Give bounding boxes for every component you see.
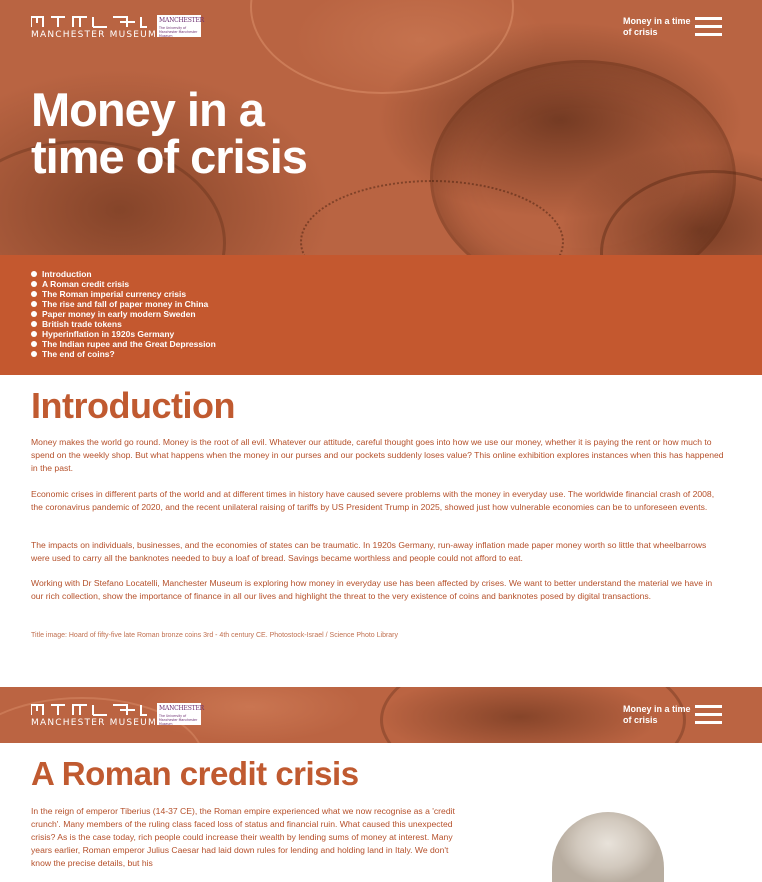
toc-item-label: Introduction [42, 269, 92, 279]
bullet-icon [31, 281, 37, 287]
page-title-line2: time of crisis [31, 130, 307, 183]
hamburger-icon[interactable] [695, 705, 722, 725]
intro-paragraph: Economic crises in different parts of the world and at different times in history have caused severe problems with the money in everyday use. The worldwide financial crash of 2008, the coronavirus pandemic of 2020, and the recent unilateral raising of tariffs by US President Trump in 2025, showed just how vulnerable economies can be to unforeseen events. [31, 489, 715, 512]
image-caption: Title image: Hoard of fifty-five late Roman bronze coins 3rd - 4th century CE. Photostock-Israel / Science Photo Library [31, 632, 399, 639]
roman-paragraph: In the reign of emperor Tiberius (14-37 CE), the Roman empire experienced what we now recognise as a 'credit crunch'. Many members of the ruling class faced loss of status and financial ruin. What caused this unexpected crisis? As is the case today, rich people could increase their wealth by lending sums of money at interest. Many years earlier, Roman emperor Julius Caesar had laid down rules for lending and holding land in Italy. We don't know the precise details, but his [31, 806, 455, 868]
logo-text: MANCHESTER MUSEUM [31, 718, 157, 728]
manchester-museum-logo[interactable] [31, 704, 157, 728]
toc-item-label: The Roman imperial currency crisis [42, 289, 187, 299]
toc-item-roman-imperial-currency[interactable] [31, 289, 216, 299]
site-header [0, 0, 762, 50]
hero-banner [0, 0, 762, 255]
bullet-icon [31, 341, 37, 347]
bullet-icon [31, 271, 37, 277]
bullet-icon [31, 321, 37, 327]
intro-paragraph: The impacts on individuals, businesses, and the economies of states can be traumatic. In 1920s Germany, run-away inflation made paper money worth so little that wheelbarrows were used to carry all the banknotes needed to buy a loaf of bread. Savings became worthless and people could not afford to eat. [31, 540, 707, 563]
toc-item-label: British trade tokens [42, 319, 122, 329]
bullet-icon [31, 311, 37, 317]
nav-site-title[interactable]: Money in a time of crisis [623, 704, 691, 725]
bullet-icon [31, 351, 37, 357]
section-title-roman-credit-crisis: A Roman credit crisis [31, 755, 359, 792]
table-of-contents [0, 255, 762, 375]
page-title [31, 83, 307, 183]
toc-item-roman-credit-crisis[interactable] [31, 279, 216, 289]
university-badge-title: MANCHESTER [159, 17, 204, 24]
university-badge[interactable] [157, 703, 204, 726]
university-badge[interactable] [157, 15, 204, 38]
toc-item-paper-money-china[interactable] [31, 299, 216, 309]
university-badge-subtitle: The University of Manchester Manchester Museum [159, 26, 198, 38]
nav-site-title[interactable]: Money in a time of crisis [623, 16, 691, 37]
university-badge-title: MANCHESTER [159, 705, 204, 712]
toc-item-label: Hyperinflation in 1920s Germany [42, 329, 175, 339]
intro-paragraph: Money makes the world go round. Money is the root of all evil. Whatever our attitude, careful thought goes into how we use our money, whether it is paying the rent or how much to spend on the weekly shop. But what happens when the money in our purses and our pockets suddenly loses value? This online exhibition explores instances when this has happened in the past. [31, 437, 724, 473]
toc-item-paper-money-sweden[interactable] [31, 309, 216, 319]
museum-logo-icon [31, 704, 147, 716]
logo-text: MANCHESTER MUSEUM [31, 30, 157, 40]
bullet-icon [31, 331, 37, 337]
toc-item-label: The Indian rupee and the Great Depression [42, 339, 216, 349]
toc-item-indian-rupee[interactable] [31, 339, 216, 349]
hamburger-icon[interactable] [695, 17, 722, 37]
toc-item-british-trade-tokens[interactable] [31, 319, 216, 329]
section-header-bar [0, 687, 762, 743]
university-badge-subtitle: The University of Manchester Manchester Museum [159, 714, 198, 726]
toc-item-hyperinflation-germany[interactable] [31, 329, 216, 339]
toc-item-label: Paper money in early modern Sweden [42, 309, 196, 319]
intro-paragraph: Working with Dr Stefano Locatelli, Manchester Museum is exploring how money in everyday use has been affected by crises. We want to better understand the material we have in our rich collection, show the importance of finance in all our lives and highlight the threat to the very existence of coins and banknotes posed by digital transactions. [31, 578, 713, 601]
bullet-icon [31, 291, 37, 297]
manchester-museum-logo[interactable] [31, 16, 157, 40]
toc-item-introduction[interactable] [31, 269, 216, 279]
page-title-line1: Money in a [31, 83, 264, 136]
section-title-introduction: Introduction [31, 385, 235, 426]
toc-item-label: The end of coins? [42, 349, 115, 359]
bullet-icon [31, 301, 37, 307]
roman-bust-image [552, 812, 664, 882]
toc-item-label: The rise and fall of paper money in China [42, 299, 209, 309]
toc-item-label: A Roman credit crisis [42, 279, 130, 289]
toc-list [31, 269, 216, 359]
toc-item-end-of-coins[interactable] [31, 349, 216, 359]
museum-logo-icon [31, 16, 147, 28]
